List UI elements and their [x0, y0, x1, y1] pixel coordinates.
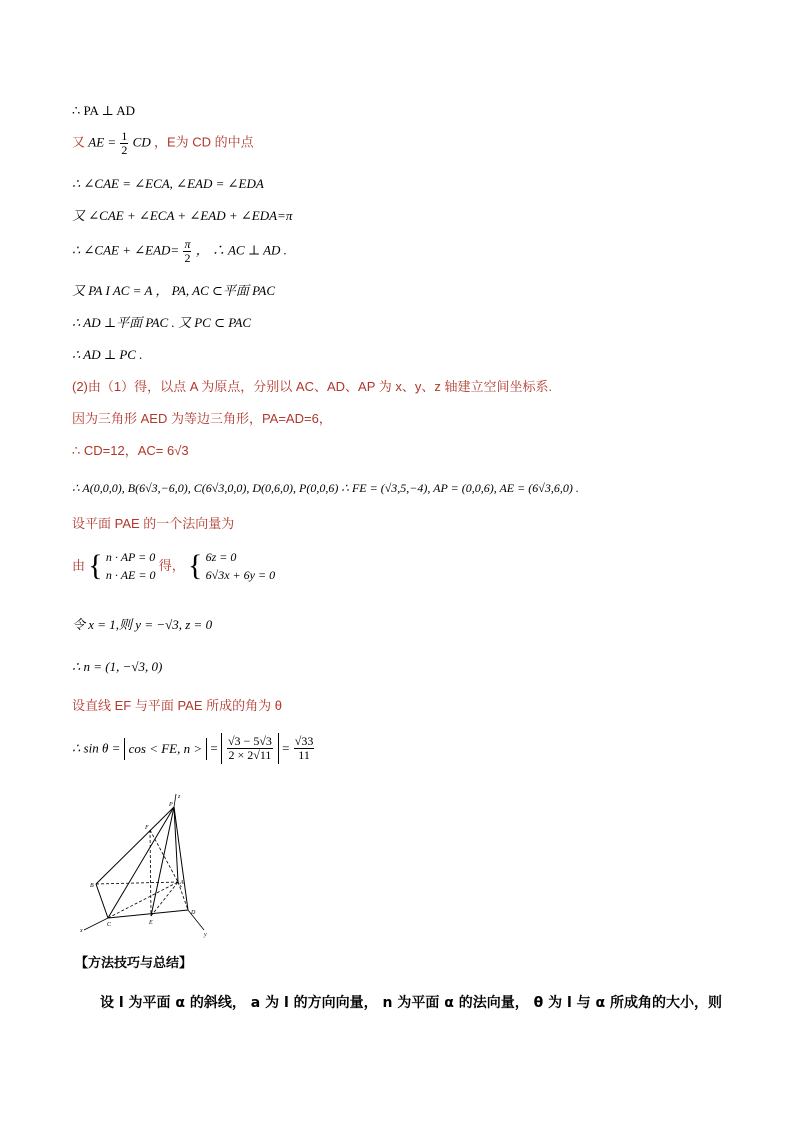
text: 又 ∠CAE + ∠ECA + ∠EAD + ∠EDA=π — [72, 208, 293, 223]
fraction — [183, 238, 191, 265]
section-heading — [75, 955, 192, 973]
edge-EP — [151, 807, 174, 916]
fraction — [294, 735, 315, 762]
equation: n · AP = 0 — [105, 550, 156, 564]
text: = — [282, 740, 290, 756]
equation-system-1 — [106, 548, 156, 584]
text: ∴ n = (1, −√3, 0) — [72, 659, 163, 674]
proof-line-17 — [72, 697, 282, 715]
proof-line-11 — [72, 442, 189, 460]
numerator: 1 — [121, 129, 128, 143]
edge-BC — [96, 884, 108, 918]
text: ，E为 CD 的中点 — [153, 134, 254, 150]
heading-text: 【方法技巧与总结】 — [75, 956, 193, 971]
edge-CD — [108, 910, 188, 918]
text: CD — [132, 134, 151, 150]
proof-line-2 — [72, 130, 254, 157]
denominator: 2 — [121, 143, 128, 157]
abs-cos-expression: cos < FE, n > — [124, 738, 208, 760]
fraction — [227, 735, 273, 762]
proof-line-14 — [72, 548, 275, 584]
text: (2)由（1）得，以点 A 为原点，分别以 AC、AD、AP 为 x、y、z 轴建立空间坐标系. — [72, 379, 553, 394]
label-B: B — [90, 883, 94, 889]
label-F: F — [145, 825, 149, 831]
text: ∴ ∠CAE + ∠EAD= — [72, 242, 180, 258]
proof-line-13 — [72, 515, 234, 533]
text: ∴ AD ⊥平面 PAC . 又 PC ⊂ PAC — [72, 315, 252, 330]
equation: 6z = 0 — [205, 550, 237, 564]
text: ∴ A(0,0,0), B(6√3,−6,0), C(6√3,0,0), D(0,6,0), P(0,0,6) ∴ FE = (√3,5,−4), AP = (0,0,6), AE = (6√3,6,0) . — [72, 481, 579, 495]
equation: 6√3x + 6y = 0 — [205, 568, 276, 582]
label-E: E — [149, 920, 153, 926]
proof-line-8 — [72, 346, 142, 364]
label-P: P — [169, 802, 173, 808]
label-x: x — [80, 928, 83, 934]
proof-line-7 — [72, 314, 251, 332]
text: 又 PA I AC = A ， PA, AC ⊂平面 PAC — [72, 283, 276, 298]
denominator: 2 — [184, 251, 191, 265]
text: 因为三角形 AED 为等边三角形，PA=AD=6， — [72, 411, 332, 426]
z-axis — [174, 794, 176, 807]
x-axis — [84, 918, 108, 930]
text: ∴ AD ⊥ PC . — [72, 347, 143, 362]
text: ， ∴ AC ⊥ AD . — [195, 242, 287, 258]
abs-fraction — [221, 733, 279, 764]
summary-text: 设 l 为平面 α 的斜线， a 为 l 的方向向量， n 为平面 α 的法向量， θ 为 l 与 α 所成角的大小，则 — [100, 995, 723, 1011]
pyramid-figure — [78, 792, 218, 942]
text: ∴ sin θ = — [72, 740, 121, 756]
brace: { — [88, 549, 103, 582]
proof-line-6 — [72, 282, 275, 300]
proof-line-18 — [72, 733, 315, 764]
numerator: √3 − 5√3 — [227, 734, 272, 748]
edge-DP — [174, 807, 188, 910]
equation-system-2 — [206, 548, 275, 584]
label-z: z — [178, 794, 181, 800]
text: 令 x = 1,则 y = −√3, z = 0 — [72, 617, 213, 632]
numerator: √33 — [294, 734, 314, 748]
numerator: π — [184, 237, 191, 251]
proof-line-9 — [72, 378, 552, 396]
text: 得， — [158, 558, 185, 573]
text: ∴ CD=12，AC= 6√3 — [72, 443, 189, 458]
proof-line-4 — [72, 207, 292, 225]
edge-FE — [150, 830, 151, 916]
text: ∴ ∠CAE = ∠ECA, ∠EAD = ∠EDA — [72, 176, 264, 191]
summary-paragraph — [100, 994, 722, 1012]
text: ∴ PA ⊥ AD — [72, 103, 136, 118]
proof-line-12 — [72, 479, 579, 497]
proof-line-10 — [72, 410, 332, 428]
label-A: A — [180, 880, 184, 886]
text: 由 — [72, 558, 86, 573]
proof-line-15 — [72, 616, 212, 634]
edge-BA — [96, 882, 178, 884]
denominator: 11 — [298, 748, 310, 762]
text: 又 — [72, 134, 86, 150]
text: AE = — [88, 134, 117, 150]
proof-line-1 — [72, 102, 135, 120]
label-C: C — [107, 922, 112, 928]
text: 设平面 PAE 的一个法向量为 — [72, 516, 235, 531]
text: = — [210, 740, 218, 756]
label-D: D — [191, 910, 196, 916]
fraction — [120, 130, 128, 157]
equation: n · AE = 0 — [105, 568, 156, 582]
proof-line-3 — [72, 175, 264, 193]
denominator: 2 × 2√11 — [228, 748, 272, 762]
brace: { — [187, 549, 203, 582]
proof-line-5 — [72, 238, 287, 265]
text: 设直线 EF 与平面 PAE 所成的角为 θ — [72, 698, 282, 713]
label-y: y — [204, 932, 207, 938]
proof-line-16 — [72, 658, 162, 676]
